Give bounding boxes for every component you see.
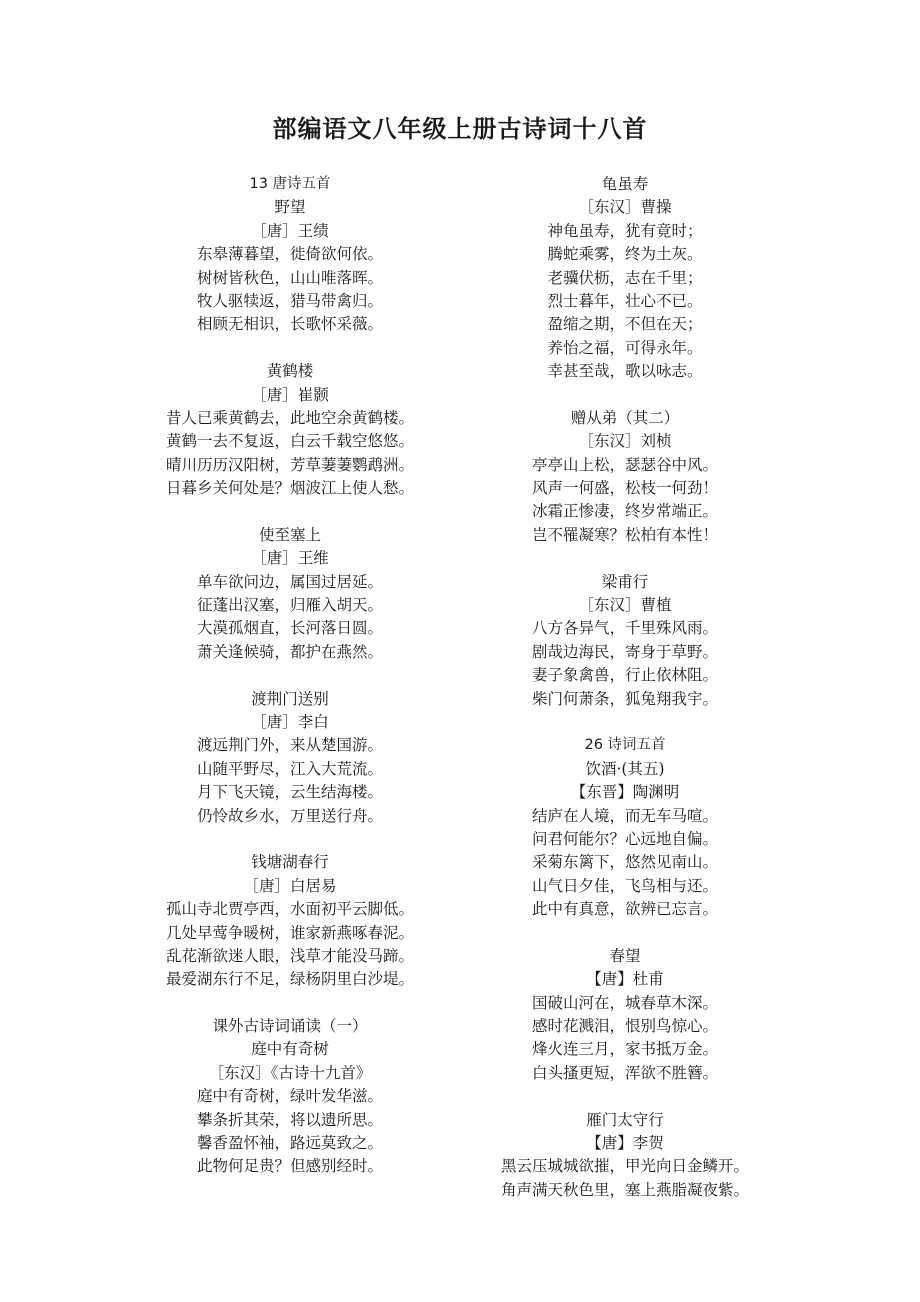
poem-block: [465, 571, 785, 711]
poem-line: ［东汉］《古诗十九首》: [208, 1063, 372, 1082]
right-column: [465, 173, 785, 1226]
poem-line: ［东汉］刘桢: [578, 432, 672, 451]
poem-line: 【唐】李贺: [586, 1134, 664, 1153]
poem-line: 山气日夕佳，飞鸟相与还。: [531, 876, 718, 895]
poem-block: [110, 688, 470, 828]
poem-line: 乱花渐欲迷人眼，浅草才能没马蹄。: [165, 946, 414, 965]
poem-line: 树树皆秋色，山山唯落晖。: [196, 268, 383, 287]
poem-line: 黄鹤一去不复返，白云千载空悠悠。: [165, 432, 414, 451]
poem-line: ［唐］白居易: [243, 876, 337, 895]
poem-line: 大漠孤烟直，长河落日圆。: [196, 619, 383, 638]
poem-line: 攀条折其荣，将以遗所思。: [196, 1110, 383, 1129]
poem-line: 国破山河在，城春草木深。: [531, 993, 718, 1012]
poem-block: [465, 407, 785, 547]
poem-line: 此中有真意，欲辨已忘言。: [531, 900, 718, 919]
poem-line: 八方各异气，千里殊风雨。: [531, 619, 718, 638]
poem-line: 结庐在人境，而无车马喧。: [531, 806, 718, 825]
poem-line: 渡荆门送别: [251, 689, 329, 708]
poem-block: [465, 1109, 785, 1203]
poem-line: 黑云压城城欲摧，甲光向日金鳞开。: [500, 1157, 749, 1176]
poem-line: 幸甚至哉，歌以咏志。: [547, 362, 703, 381]
poem-block: [465, 945, 785, 1085]
poem-line: ［唐］王维: [251, 549, 329, 568]
poem-line: 剧哉边海民，寄身于草野。: [531, 642, 718, 661]
poem-line: 钱塘湖春行: [251, 853, 329, 872]
poem-line: 使至塞上: [258, 525, 321, 544]
poem-line: 采菊东篱下，悠然见南山。: [531, 853, 718, 872]
poem-block: [110, 851, 470, 991]
poem-line: 【东晋】陶渊明: [570, 783, 680, 802]
poem-block: [110, 360, 470, 500]
poem-line: 春望: [609, 946, 641, 965]
poem-line: 东皋薄暮望，徙倚欲何依。: [196, 245, 383, 264]
poem-line: 征蓬出汉塞，归雁入胡天。: [196, 596, 383, 615]
poem-line: 雁门太守行: [586, 1110, 664, 1129]
poem-line: 赠从弟（其二）: [570, 408, 680, 427]
poem-block: [110, 173, 470, 337]
poem-line: 龟虽寿: [601, 175, 649, 193]
poem-line: 庭中有奇树: [251, 1040, 329, 1059]
poem-line: 风声一何盛，松枝一何劲！: [531, 479, 718, 498]
poem-line: 神龟虽寿，犹有竟时；: [547, 221, 703, 240]
poem-line: 【唐】杜甫: [586, 970, 664, 989]
poem-line: 晴川历历汉阳树，芳草萋萋鹦鹉洲。: [165, 455, 414, 474]
poem-line: 亭亭山上松，瑟瑟谷中风。: [531, 455, 718, 474]
poem-line: 感时花溅泪，恨别鸟惊心。: [531, 1017, 718, 1036]
poem-line: 问君何能尔？心远地自偏。: [531, 829, 718, 848]
poem-line: 几处早莺争暖树，谁家新燕啄春泥。: [165, 923, 414, 942]
poem-line: 牧人驱犊返，猎马带禽归。: [196, 291, 383, 310]
poem-line: 山随平野尽，江入大荒流。: [196, 759, 383, 778]
poem-line: 馨香盈怀袖，路远莫致之。: [196, 1134, 383, 1153]
poem-line: 岂不罹凝寒？松柏有本性！: [531, 525, 718, 544]
poem-line: 饮酒·(其五): [585, 759, 665, 778]
poem-line: 野望: [274, 198, 306, 217]
poem-line: ［唐］李白: [251, 712, 329, 731]
poem-line: 角声满天秋色里，塞上燕脂凝夜紫。: [500, 1180, 749, 1199]
poem-line: 腾蛇乘雾，终为土灰。: [547, 245, 703, 264]
left-column: [110, 173, 470, 1202]
poem-line: 妻子象禽兽，行止依林阻。: [531, 666, 718, 685]
poem-line: 烽火连三月，家书抵万金。: [531, 1040, 718, 1059]
poem-line: 此物何足贵？但感别经时。: [196, 1157, 383, 1176]
poem-line: 孤山寺北贾亭西，水面初平云脚低。: [165, 900, 414, 919]
poem-line: 课外古诗词诵读（一）: [212, 1017, 368, 1036]
poem-block: [110, 1015, 470, 1179]
poem-line: 昔人已乘黄鹤去，此地空余黄鹤楼。: [165, 408, 414, 427]
poem-line: 渡远荆门外，来从楚国游。: [196, 736, 383, 755]
poem-line: 老骥伏枥，志在千里；: [547, 268, 703, 287]
poem-block: [110, 524, 470, 664]
poem-line: 盈缩之期，不但在天；: [547, 315, 703, 334]
poem-line: 26 诗词五首: [584, 737, 666, 754]
poem-line: 烈士暮年，壮心不已。: [547, 291, 703, 310]
poem-line: 庭中有奇树，绿叶发华滋。: [196, 1087, 383, 1106]
poem-line: 最爱湖东行不足，绿杨阴里白沙堤。: [165, 970, 414, 989]
poem-line: 仍怜故乡水，万里送行舟。: [196, 806, 383, 825]
poem-block: [465, 734, 785, 921]
poem-line: 柴门何萧条，狐兔翔我宇。: [531, 689, 718, 708]
poem-line: 月下飞天镜，云生结海楼。: [196, 783, 383, 802]
poem-line: 冰霜正惨凄，终岁常端正。: [531, 502, 718, 521]
poem-line: ［东汉］曹操: [578, 198, 672, 217]
poem-line: 养怡之福，可得永年。: [547, 338, 703, 357]
poem-line: 相顾无相识，长歌怀采薇。: [196, 315, 383, 334]
poem-line: 13 唐诗五首: [249, 176, 331, 192]
poem-line: 单车欲问边，属国过居延。: [196, 572, 383, 591]
poem-line: 梁甫行: [601, 572, 649, 591]
poem-line: 萧关逢候骑，都护在燕然。: [196, 642, 383, 661]
poem-line: ［唐］崔颢: [251, 385, 329, 404]
poem-line: ［东汉］曹植: [578, 596, 672, 615]
poem-line: 日暮乡关何处是？烟波江上使人愁。: [165, 479, 414, 498]
poem-line: 黄鹤楼: [266, 362, 314, 381]
page-title: 部编语文八年级上册古诗词十八首: [272, 115, 648, 143]
poem-line: ［唐］王绩: [251, 221, 329, 240]
poem-block: [465, 173, 785, 384]
poem-line: 白头搔更短，浑欲不胜簪。: [531, 1063, 718, 1082]
